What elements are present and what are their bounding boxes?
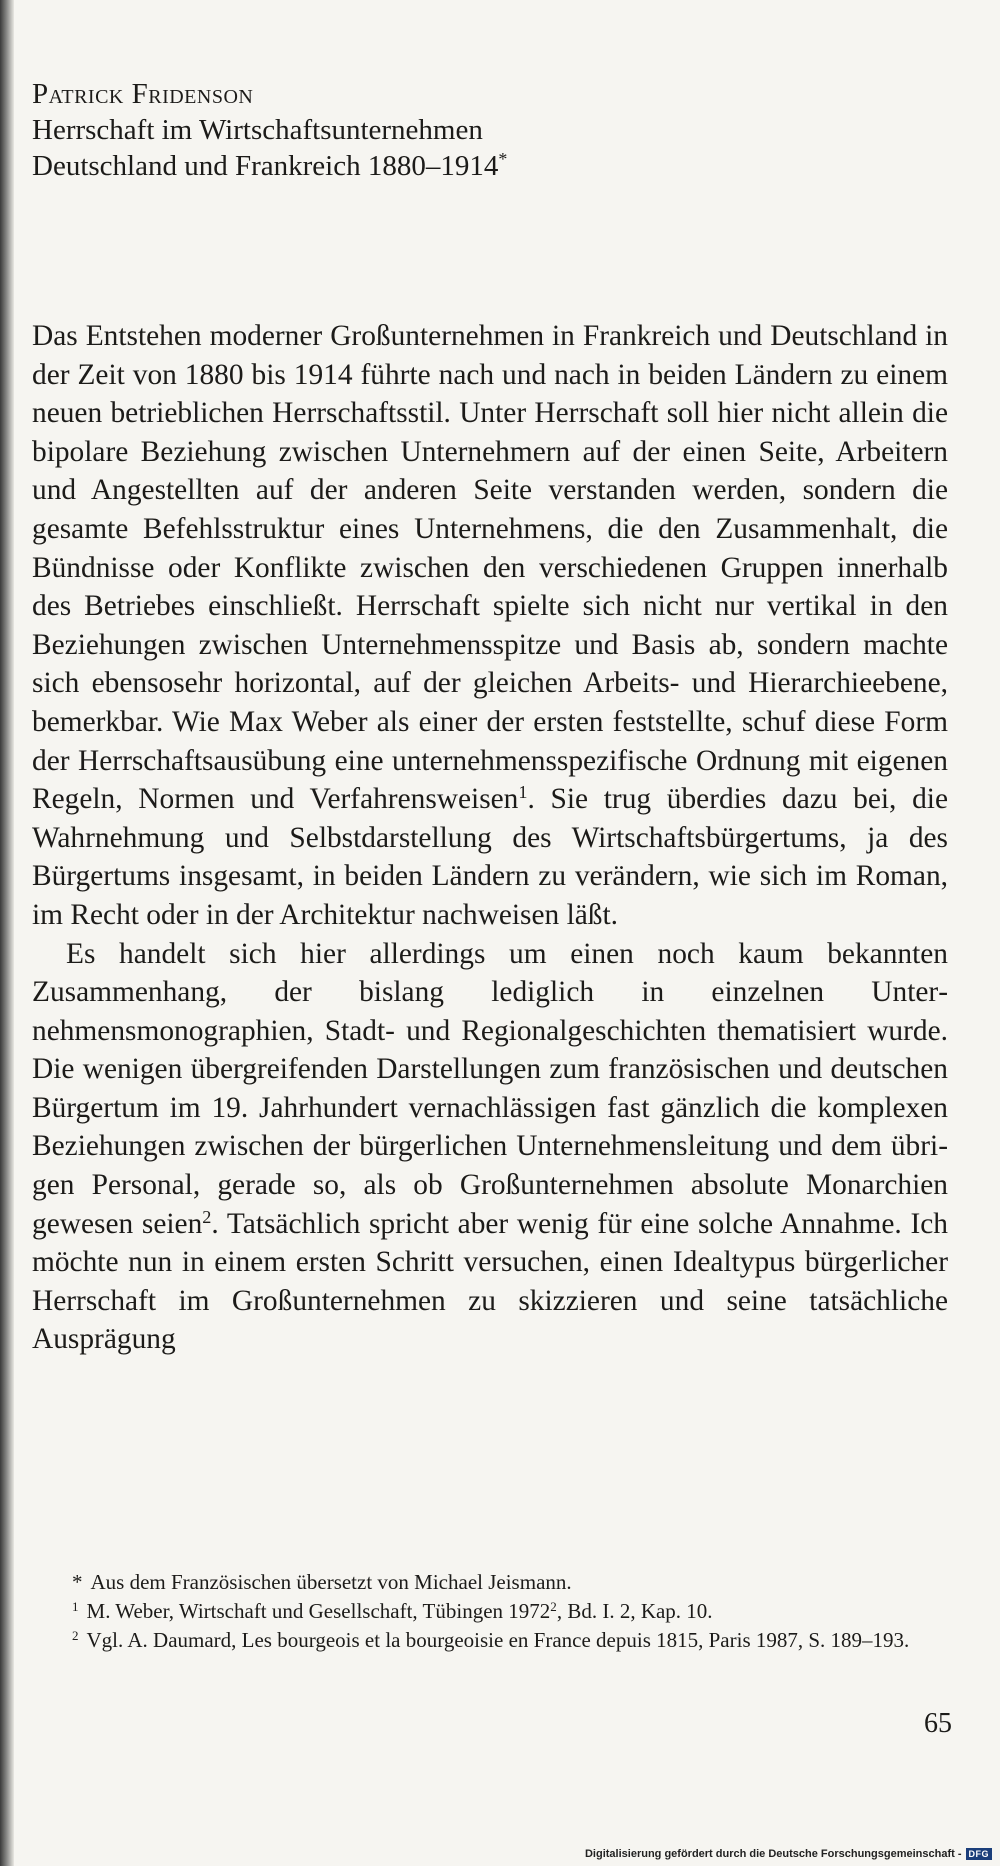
footnote-ref-1: 1	[518, 782, 528, 803]
paragraph-1-text-a: Das Entstehen moderner Großunternehmen in Frankreich und Deutschland in der Zeit von 1880 bis 1914 führte nach und nach in beiden Ländern zu einem neuen betrieblichen Herrschaftsstil. Unter Herrschaft soll hier nicht allein die bipolare Beziehung zwischen Unternehmern auf der einen Seite, Arbeitern und Angestellten auf der anderen Seite verstanden werden, sondern die gesamte Befehlsstruktur eines Unternehmens, die den Zusammenhalt, die Bündnisse oder Konflikte zwischen den verschiedenen Gruppen innerhalb des Betriebes einschließt. Herrschaft spielte sich nicht nur vertikal in den Beziehungen zwischen Unternehmensspitze und Basis ab, sondern machte sich ebensosehr horizontal, auf der gleichen Arbeits- und Hierarchieebene, bemerkbar. Wie Max Weber als einer der ersten feststellte, schuf diese Form der Herrschaftsausübung eine unternehmensspezifische Ordnung mit eigenen Regeln, Normen und Verfahrensweisen	[32, 320, 948, 816]
page-number: 65	[924, 1708, 952, 1739]
footnote-star-mark: *	[72, 1570, 83, 1594]
footnote-1	[32, 1597, 948, 1626]
book-spine-shadow	[0, 0, 14, 1866]
chapter-title-text: Deutschland und Frankreich 1880–1914	[32, 150, 499, 182]
paragraph-2	[32, 935, 948, 1360]
footnote-1-mark: 1	[72, 1598, 79, 1614]
digitization-notice	[585, 1848, 992, 1860]
digitization-text: Digitalisierung gefördert durch die Deutsche Forschungsgemeinschaft -	[584, 1848, 962, 1860]
footnote-star	[32, 1568, 948, 1597]
paragraph-1-text-b: . Sie trug überdies dazu bei, die Wahrnehmung und Selbstdarstellung des Wirtschaftsbürgertums, ja des Bürgertums insgesamt, in beiden Ländern zu verändern, wie sich im Roman, im Recht oder in der Architektur nachweisen läßt.	[32, 783, 948, 931]
footnote-1-text-a: M. Weber, Wirtschaft und Gesellschaft, Tübingen 1972	[86, 1599, 551, 1623]
page-content	[32, 76, 948, 1359]
dfg-logo-icon: DFG	[966, 1848, 993, 1860]
paragraph-1	[32, 317, 948, 935]
footnote-1-edition: 2	[550, 1598, 557, 1614]
author-name: Patrick Fridenson	[32, 78, 254, 110]
paragraph-2-text-a: Es handelt sich hier allerdings um einen noch kaum bekannten Zusammenhang, der bislang lediglich in einzelnen Unternehmensmonographien, Stadt- und Regionalgeschichten thematisiert wurde. Die wenigen übergreifenden Darstellungen zum französischen und deutschen Bürgertum im 19. Jahrhundert vernachlässigen fast gänzlich die komplexen Beziehungen zwischen der bürgerlichen Unternehmensleitung und dem übrigen Personal, gerade so, als ob Großunternehmen absolute Monarchien gewesen seien	[32, 937, 948, 1240]
footnote-ref-2: 2	[202, 1206, 212, 1227]
footnote-2-text: Vgl. A. Daumard, Les bourgeois et la bourgeoisie en France depuis 1815, Paris 1987, S. 189–193.	[86, 1628, 910, 1652]
footnotes	[32, 1568, 948, 1655]
chapter-header	[32, 76, 948, 184]
chapter-title-line-1: Herrschaft im Wirtschaftsunternehmen	[32, 114, 483, 146]
footnote-2-mark: 2	[72, 1627, 79, 1643]
footnote-star-text: Aus dem Französischen übersetzt von Michael Jeismann.	[90, 1570, 572, 1594]
footnote-2	[32, 1626, 948, 1655]
footnote-1-text-b: , Bd. I. 2, Kap. 10.	[556, 1599, 713, 1623]
chapter-title-line-2	[32, 148, 948, 184]
title-footnote-mark: *	[498, 149, 508, 170]
body-text	[32, 317, 948, 1359]
paragraph-2-text-b: . Tatsächlich spricht aber wenig für eine solche Annahme. Ich möchte nun in einem ersten Schritt versuchen, einen Idealtypus bürgerlicher Herrschaft im Großunternehmen zu skizzieren und seine tatsächliche Ausprägung	[32, 1207, 948, 1356]
